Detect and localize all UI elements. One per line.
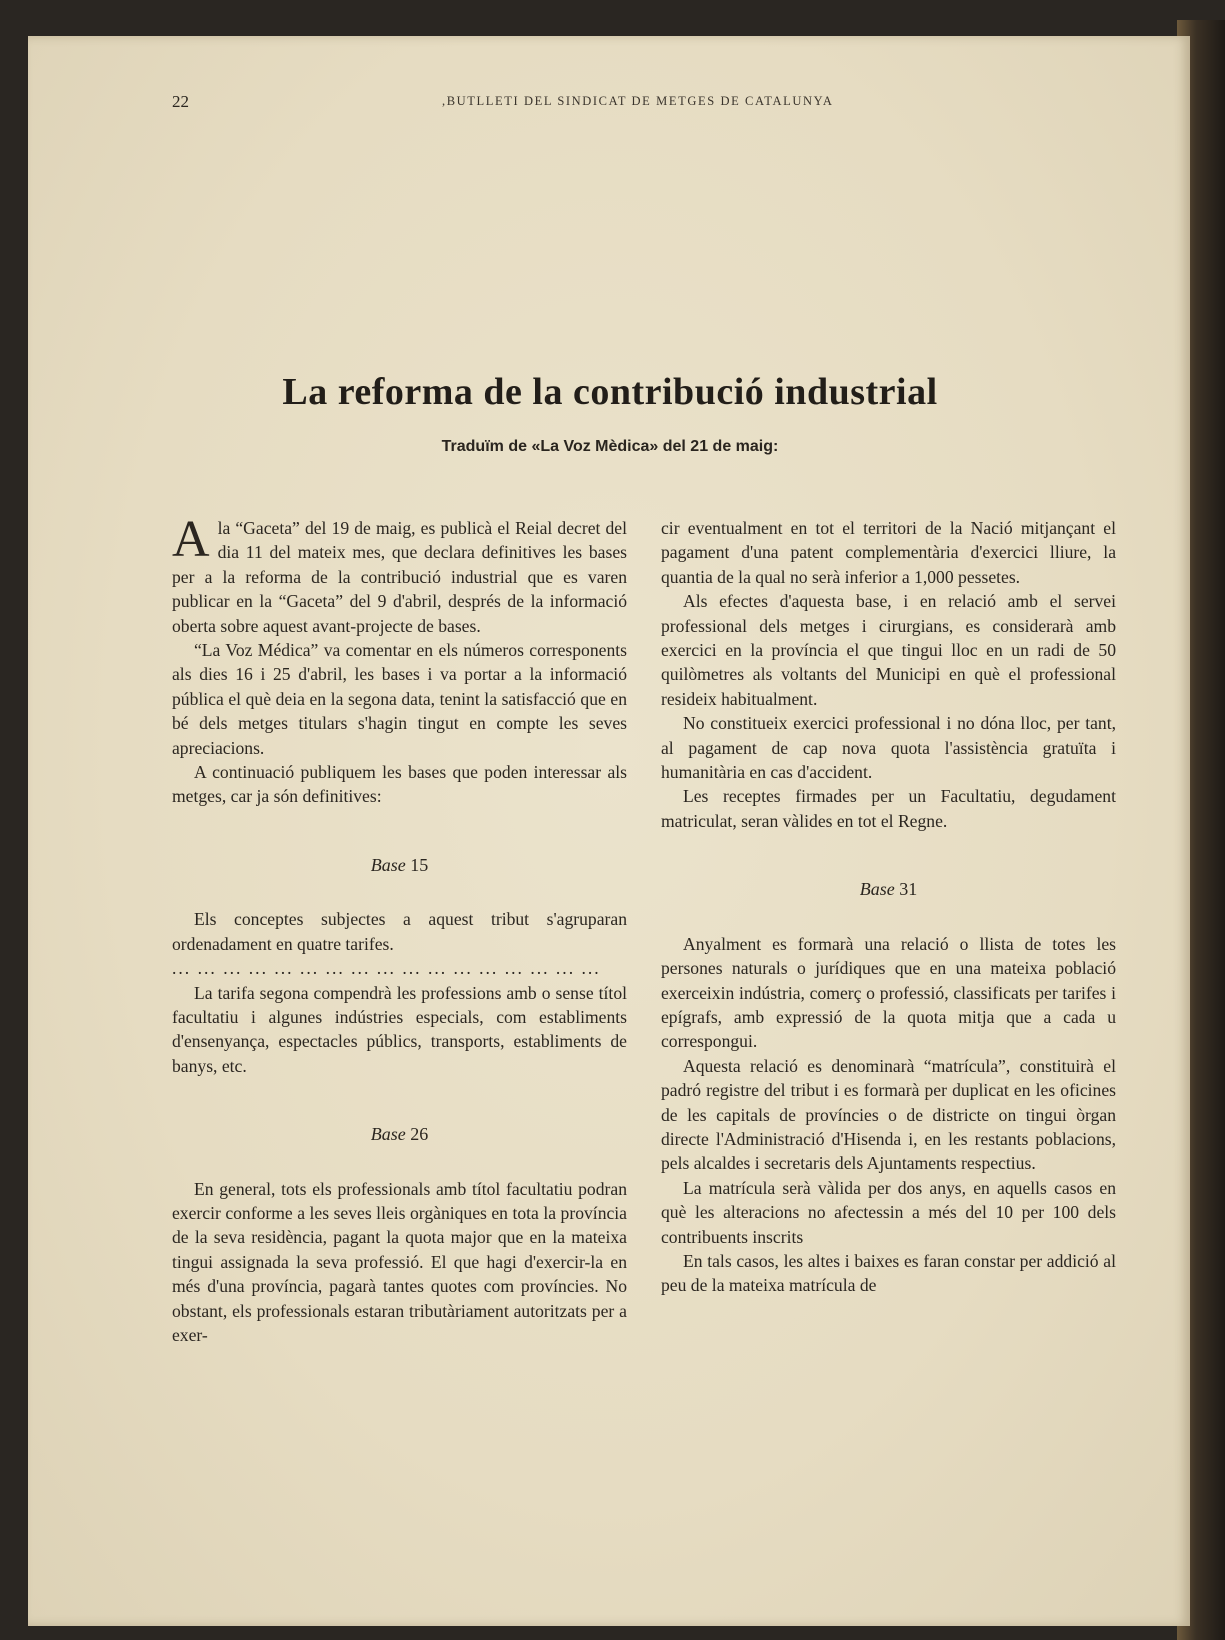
base-number: 31 [899, 879, 918, 900]
base-26-heading [172, 1122, 627, 1146]
running-header [172, 92, 1072, 112]
paragraph: La tarifa segona compendrà les professions amb o sense títol facultatiu i algunes indústries especials, com establiments d'ensenyança, espectacles públics, transports, establiments de banys, etc. [172, 982, 627, 1076]
base-number: 15 [410, 854, 429, 875]
paragraph: En tals casos, les altes i baixes es faran constar per addició al peu de la mateixa matrícula de [661, 1250, 1116, 1296]
base-label: Base [370, 1124, 406, 1145]
base-label: Base [370, 854, 406, 875]
base-number: 26 [410, 1124, 429, 1145]
right-column [661, 516, 1116, 1298]
ellipsis-divider: ... ... ... ... ... ... ... ... ... ... ... ... ... ... ... ... ... [172, 958, 601, 979]
paragraph: “La Voz Médica” va comentar en els números corresponents als dies 16 i 25 d'abril, les bases i va portar a la informació pública el què deia en la segona data, tenint la satisfacció que en bé dels metges titulars s'hagin tingut en compte les seves apreciacions. [172, 640, 627, 758]
drop-cap: A [172, 511, 210, 568]
page-number: 22 [172, 92, 189, 111]
journal-title: ,BUTLLETI DEL SINDICAT DE METGES DE CATALUNYA [442, 94, 834, 108]
base-label: Base [859, 879, 895, 900]
base-31-heading [661, 877, 1116, 901]
paragraph: Les receptes firmades per un Facultatiu, degudament matriculat, seran vàlides en tot el Regne. [661, 786, 1116, 831]
paragraph: La matrícula serà vàlida per dos anys, en aquells casos en què les alteracions no afectessin a més del 10 per 100 dels contribuents inscrits [661, 1177, 1116, 1247]
paragraph: En general, tots els professionals amb títol facultatiu podran exercir conforme a les seves lleis orgàniques en tota la província de la seva residència, pagant la quota major que en la mateixa tingui assignada la seva professió. El que hagi d'exercir-la en més d'una província, pagarà tantes quotes com províncies. No obstant, els professionals estaran tributàriament autoritzats per a exer- [172, 1178, 627, 1345]
paragraph: Als efectes d'aquesta base, i en relació amb el servei professional dels metges i cirurgians, es considerarà amb exercici en la província el que tingui lloc en un radi de 50 quilòmetres als voltants del Municipi en què el professional resideix habitualment. [661, 591, 1116, 709]
paragraph: Anyalment es formarà una relació o llista de totes les persones naturals o jurídiques que en una mateixa població exerceixin indústria, comerç o professió, classificats per tarifes i epígrafs, amb expressió de la quota mitja que a cada u correspongui. [661, 933, 1116, 1052]
article-subtitle: Traduïm de «La Voz Mèdica» del 21 de maig: [441, 438, 779, 455]
intro-paragraph [172, 511, 627, 638]
base-15-heading [172, 853, 627, 877]
paragraph-continuation: cir eventualment en tot el territori de la Nació mitjançant el pagament d'una patent complementària d'exercici lliure, la quantia de la qual no serà inferior a 1,000 pessetes. [661, 518, 1116, 587]
article-title: La reforma de la contribució industrial [282, 371, 938, 413]
paragraph: Els conceptes subjectes a aquest tribut s'agruparan ordenadament en quatre tarifes. [172, 909, 627, 954]
intro-text: la “Gaceta” del 19 de maig, es publicà el Reial decret del dia 11 del mateix mes, que declara definitives les bases per a la reforma de la contribució industrial que es varen publicar en la “Gaceta” del 9 d'abril, després de la informació oberta sobre aquest avant-projecte de bases. [172, 518, 627, 636]
paragraph: Aquesta relació es denominarà “matrícula”, constituirà el padró registre del tribut i es formarà per duplicat en les oficines de les capitals de províncies o de districte on tingui òrgan directe l'Administració d'Hisenda i, en les restants poblacions, pels alcaldes i secretaris dels Ajuntaments respectius. [661, 1055, 1116, 1174]
left-column [172, 511, 627, 1347]
paragraph: No constitueix exercici professional i no dóna lloc, per tant, al pagament de cap nova quota l'assistència gratuïta i humanitària en cas d'accident. [661, 713, 1116, 783]
paragraph: A continuació publiquem les bases que poden interessar als metges, car ja són definitives: [172, 762, 627, 807]
